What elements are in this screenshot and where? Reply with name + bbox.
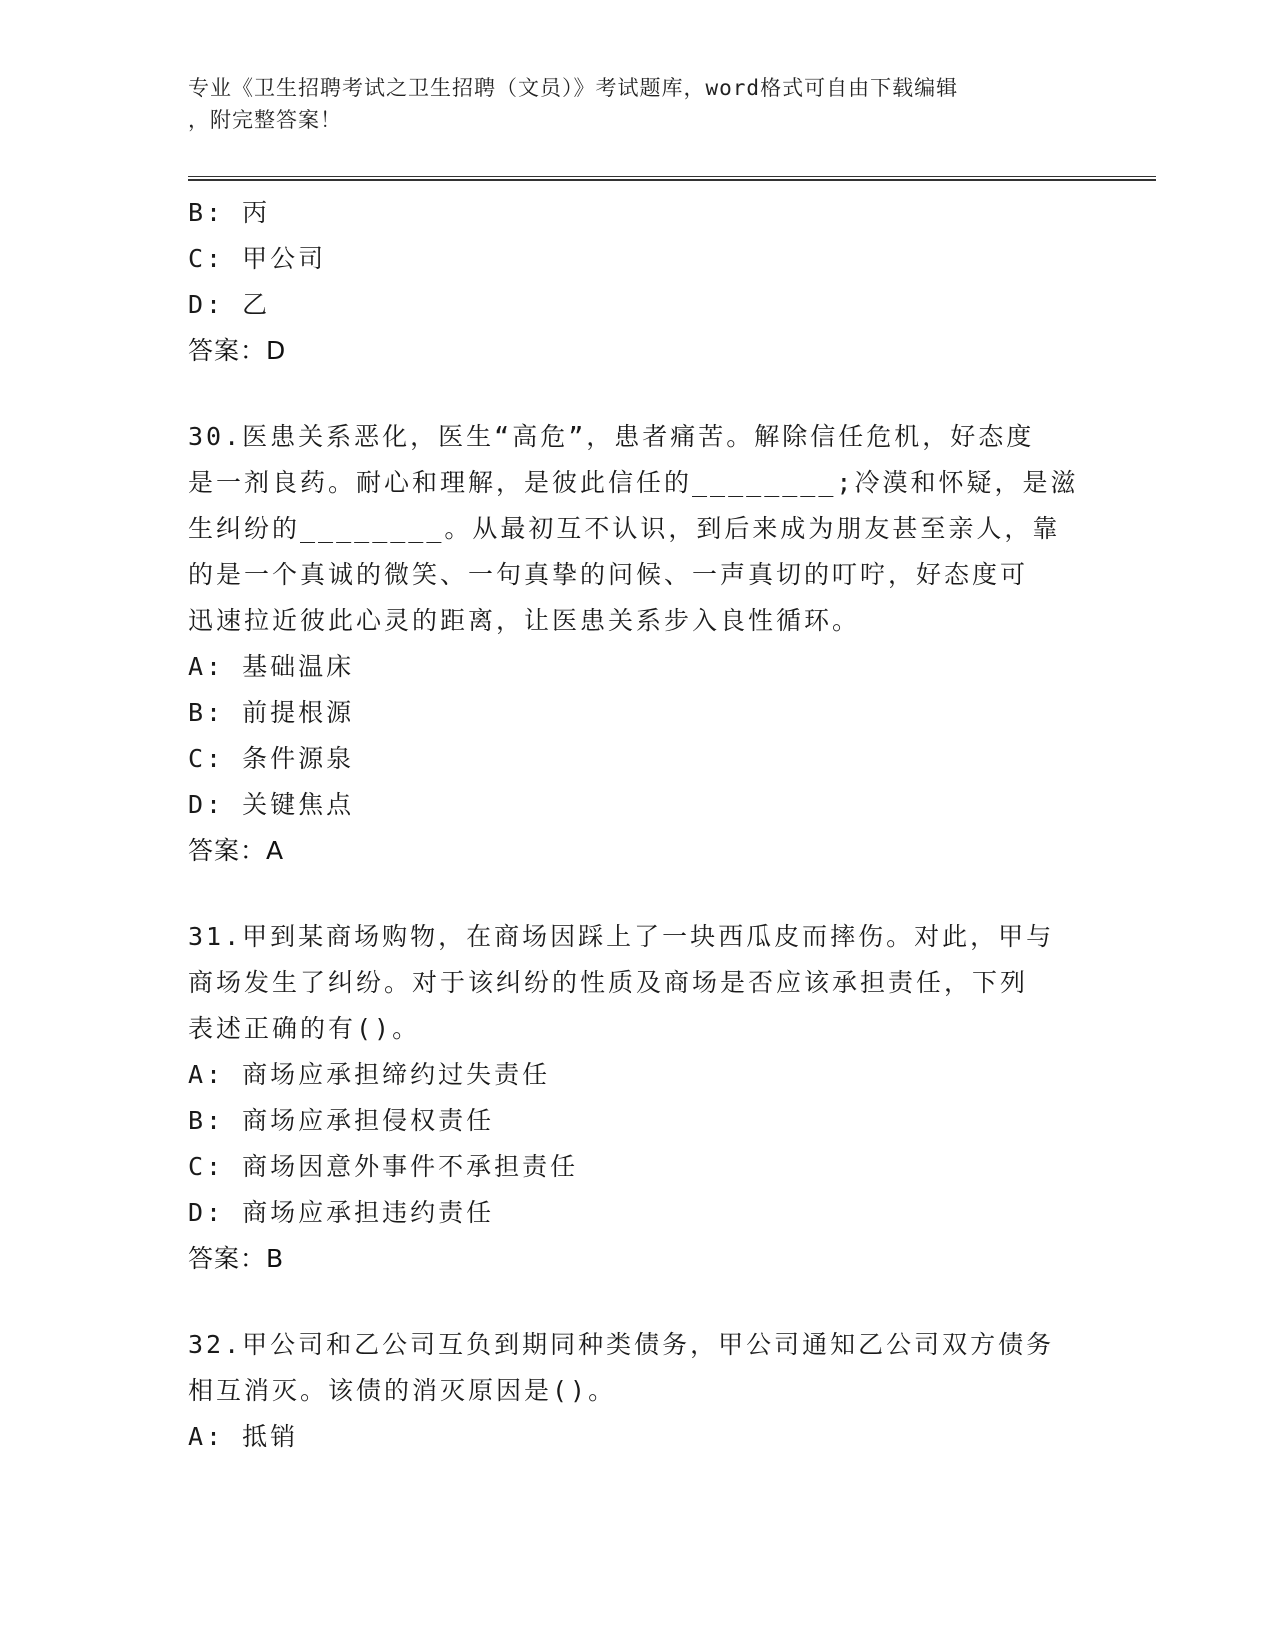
header-title-line-2: ，附完整答案！ xyxy=(188,108,342,132)
question-stem-line: 30.医患关系恶化，医生“高危”，患者痛苦。解除信任危机，好态度 xyxy=(188,422,1035,451)
spacer xyxy=(188,1282,1088,1322)
spacer xyxy=(188,874,1088,914)
question-stem-line: 的是一个真诚的微笑、一句真挚的问候、一声真切的叮咛，好态度可 xyxy=(188,560,1029,589)
question-stem-line: 32.甲公司和乙公司互负到期同种类债务，甲公司通知乙公司双方债务 xyxy=(188,1330,1055,1359)
answer-line: 答案：B xyxy=(188,1244,285,1273)
question-stem-line: 迅速拉近彼此心灵的距离，让医患关系步入良性循环。 xyxy=(188,606,861,635)
option-c: C: 甲公司 xyxy=(188,244,327,273)
option-d: D: 乙 xyxy=(188,290,271,319)
question-29 xyxy=(188,190,1088,374)
question-list xyxy=(188,190,1088,1460)
option-c: C: 商场因意外事件不承担责任 xyxy=(188,1152,579,1181)
option-a: A: 商场应承担缔约过失责任 xyxy=(188,1060,551,1089)
question-31 xyxy=(188,914,1088,1282)
question-stem-line: 生纠纷的________。从最初互不认识，到后来成为朋友甚至亲人，靠 xyxy=(188,514,1061,543)
answer-line: 答案：D xyxy=(188,336,287,365)
answer-line: 答案：A xyxy=(188,836,285,865)
option-b: B: 丙 xyxy=(188,198,271,227)
question-stem-line: 31.甲到某商场购物，在商场因踩上了一块西瓜皮而摔伤。对此，甲与 xyxy=(188,922,1055,951)
question-stem-line: 是一剂良药。耐心和理解，是彼此信任的________;冷漠和怀疑，是滋 xyxy=(188,468,1079,497)
spacer xyxy=(188,374,1088,414)
option-c: C: 条件源泉 xyxy=(188,744,355,773)
option-d: D: 关键焦点 xyxy=(188,790,355,819)
question-stem-line: 相互消灭。该债的消灭原因是()。 xyxy=(188,1376,617,1405)
page-header xyxy=(188,72,1088,136)
option-d: D: 商场应承担违约责任 xyxy=(188,1198,495,1227)
question-30 xyxy=(188,414,1088,874)
header-divider xyxy=(188,176,1156,181)
option-b: B: 商场应承担侵权责任 xyxy=(188,1106,495,1135)
option-a: A: 基础温床 xyxy=(188,652,355,681)
question-32 xyxy=(188,1322,1088,1460)
header-title-line-1: 专业《卫生招聘考试之卫生招聘（文员）》考试题库，word格式可自由下载编辑 xyxy=(188,76,959,100)
question-stem-line: 商场发生了纠纷。对于该纠纷的性质及商场是否应该承担责任，下列 xyxy=(188,968,1029,997)
option-b: B: 前提根源 xyxy=(188,698,355,727)
question-stem-line: 表述正确的有()。 xyxy=(188,1014,421,1043)
option-a: A: 抵销 xyxy=(188,1422,299,1451)
